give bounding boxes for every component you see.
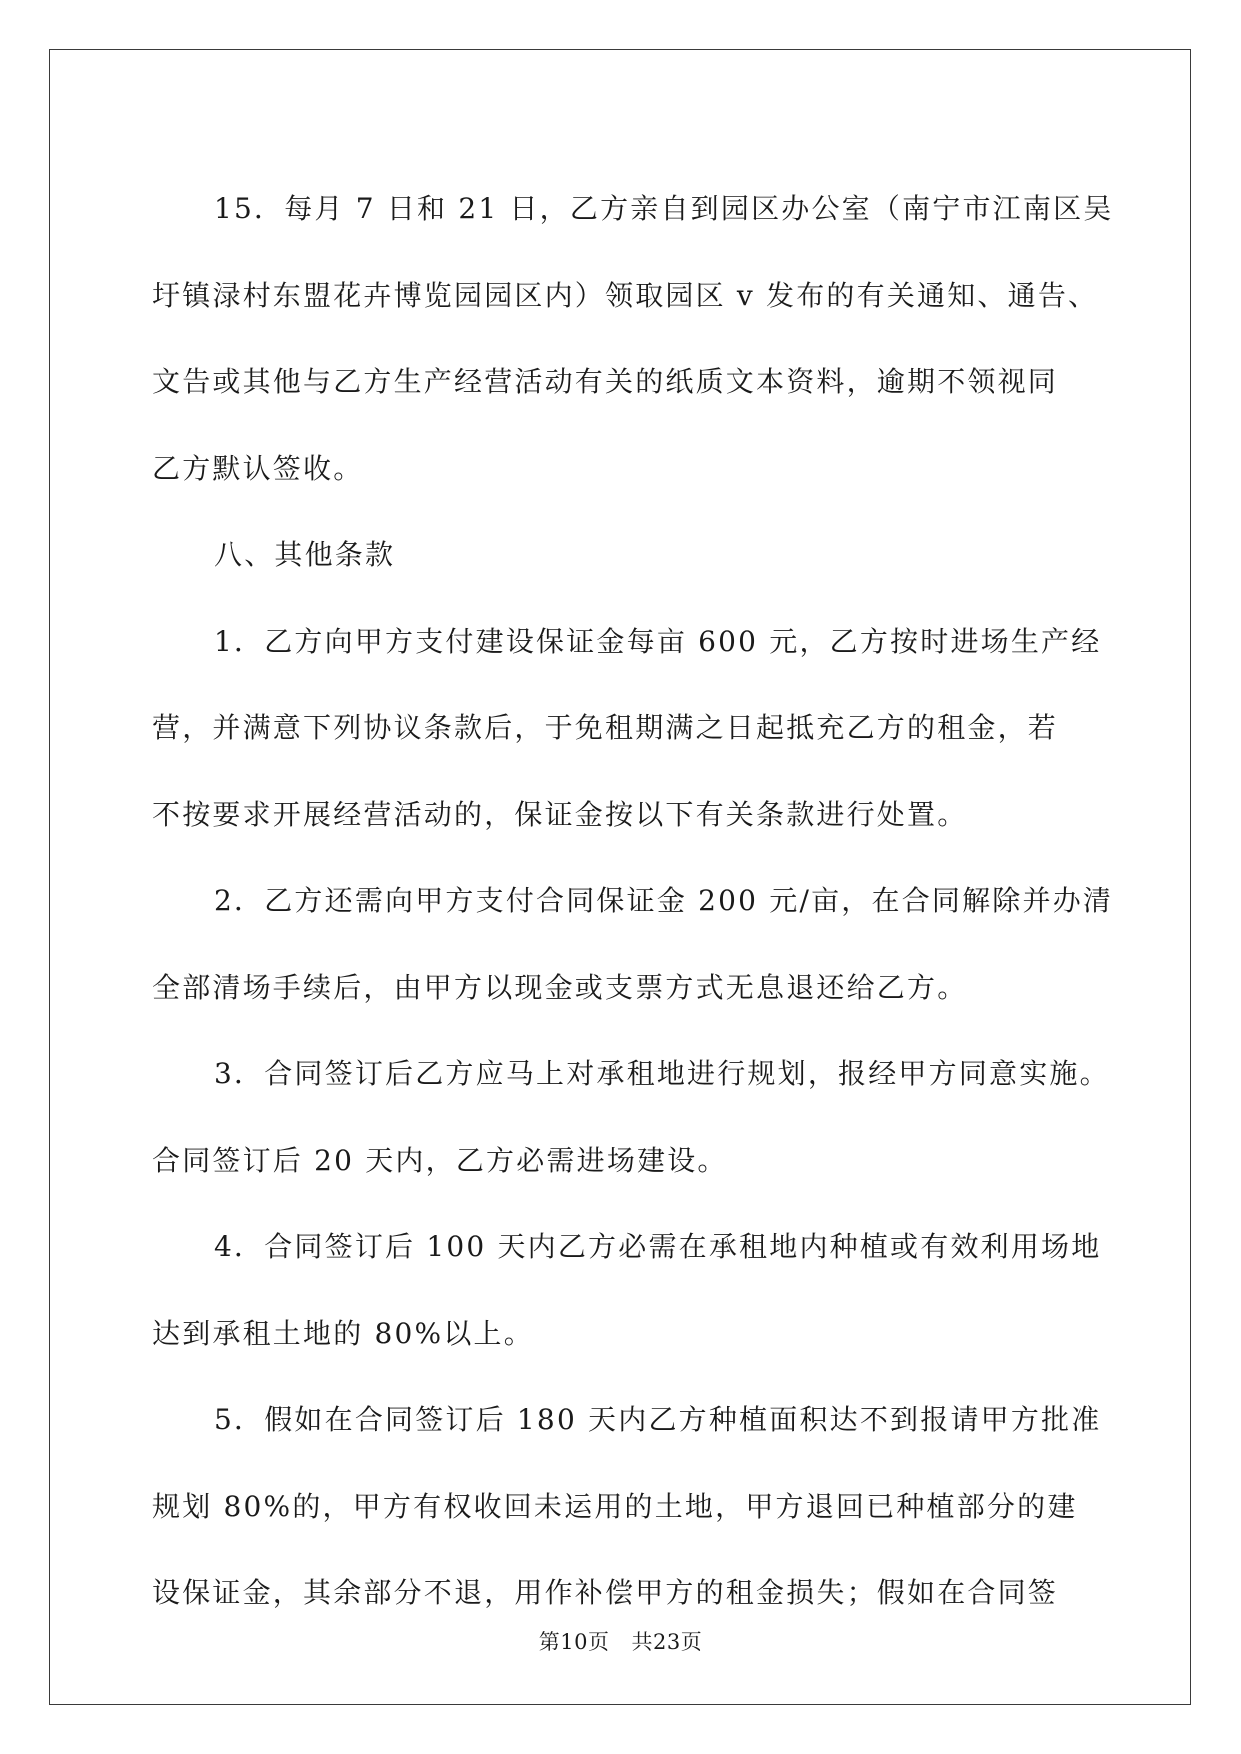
paragraph-clause-15 (152, 166, 1114, 512)
text-line: 不按要求开展经营活动的，保证金按以下有关条款进行处置。 (152, 797, 968, 831)
paragraph-clause-5 (152, 1377, 1102, 1637)
text-line: 乙方默认签收。 (152, 451, 364, 485)
page-number: 第10页 (538, 1630, 610, 1654)
section-title: 八、其他条款 (214, 538, 396, 571)
section-heading (152, 512, 1097, 599)
paragraph-clause-4 (152, 1204, 1102, 1377)
text-line: 圩镇渌村东盟花卉博览园园区内）领取园区 v 发布的有关通知、通告、 (152, 278, 1099, 312)
text-line: 4．合同签订后 100 天内乙方必需在承租地内种植或有效利用场地 (214, 1230, 1102, 1263)
paragraph-clause-2 (152, 858, 1114, 1031)
text-line: 规划 80%的，甲方有权收回未运用的土地，甲方退回已种植部分的建 (152, 1489, 1078, 1523)
text-line: 15．每月 7 日和 21 日，乙方亲自到园区办公室（南宁市江南区吴 (214, 192, 1114, 225)
text-line: 合同签订后 20 天内，乙方必需进场建设。 (152, 1143, 728, 1177)
page-footer (0, 1626, 1241, 1656)
paragraph-clause-3 (152, 1031, 1110, 1204)
text-line: 达到承租土地的 80%以上。 (152, 1316, 534, 1350)
text-line: 1．乙方向甲方支付建设保证金每亩 600 元，乙方按时进场生产经 (214, 624, 1102, 658)
text-line: 3．合同签订后乙方应马上对承租地进行规划，报经甲方同意实施。 (214, 1057, 1110, 1090)
text-line: 2．乙方还需向甲方支付合同保证金 200 元/亩，在合同解除并办清 (214, 884, 1114, 917)
text-line: 5．假如在合同签订后 180 天内乙方种植面积达不到报请甲方批准 (214, 1403, 1102, 1436)
text-line: 营，并满意下列协议条款后，于免租期满之日起抵充乙方的租金，若 (152, 711, 1059, 744)
paragraph-clause-1 (152, 599, 1102, 859)
text-line: 设保证金，其余部分不退，用作补偿甲方的租金损失；假如在合同签 (152, 1576, 1059, 1609)
document-body (152, 166, 1114, 1637)
page-total: 共23页 (631, 1630, 703, 1654)
text-line: 全部清场手续后，由甲方以现金或支票方式无息退还给乙方。 (152, 970, 968, 1004)
text-line: 文告或其他与乙方生产经营活动有关的纸质文本资料，逾期不领视同 (152, 365, 1059, 398)
